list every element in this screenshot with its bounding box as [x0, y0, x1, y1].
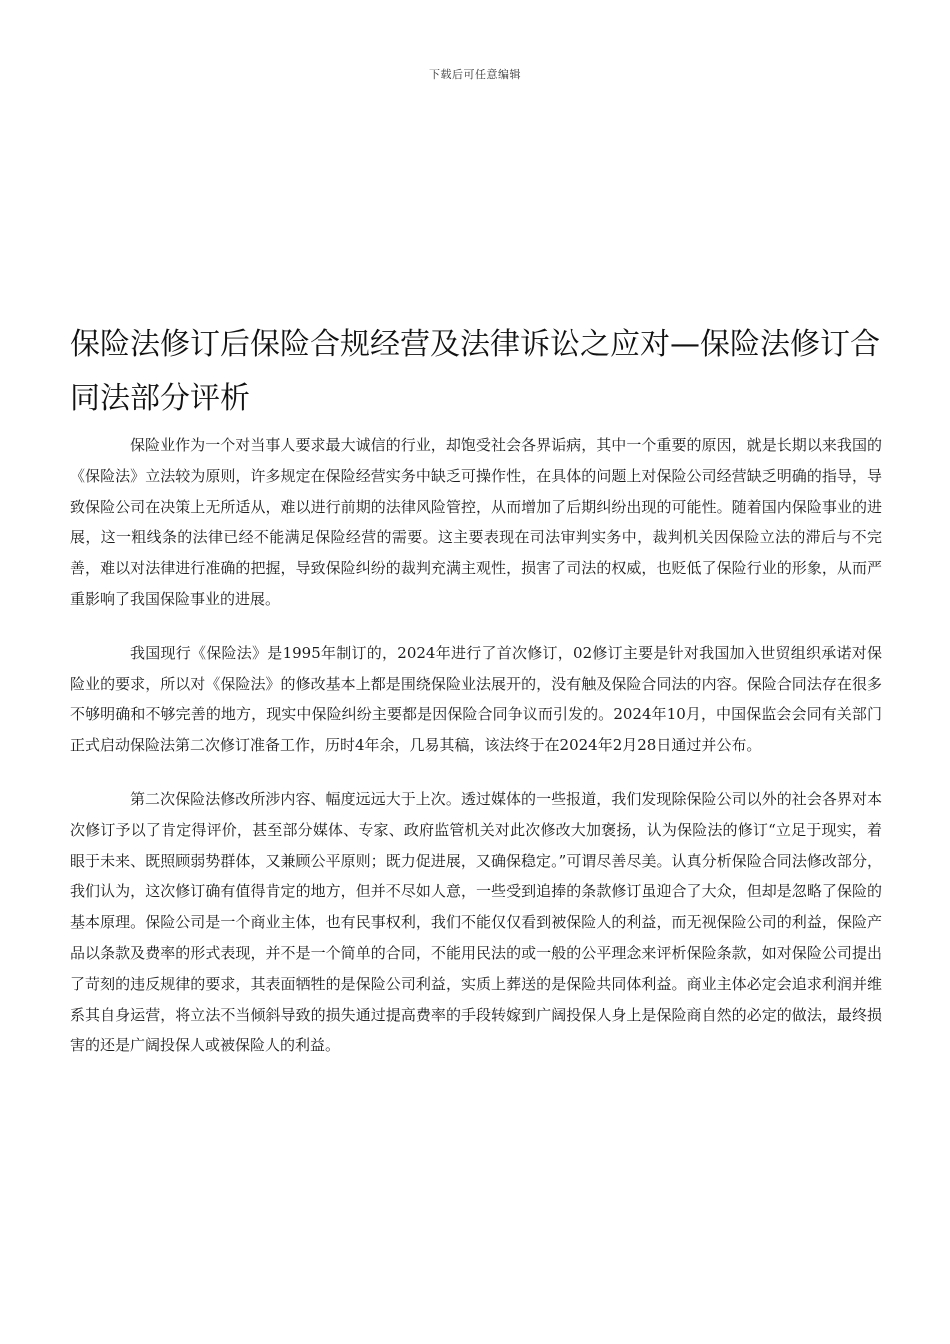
document-body [70, 430, 882, 1084]
document-title: 保险法修订后保险合规经营及法律诉讼之应对—保险法修订合同法部分评析 [70, 327, 880, 416]
paragraph-3: 第二次保险法修改所涉内容、幅度远远大于上次。透过媒体的一些报道，我们发现除保险公司以外的社会各界对本次修订予以了肯定得评价，甚至部分媒体、专家、政府监管机关对此次修改大加褒扬，认为保险法的修订“立足于现实，着眼于未来、既照顾弱势群体，又兼顾公平原则；既力促进展，又确保稳定。”可谓尽善尽美。认真分析保险合同法修改部分，我们认为，这次修订确有值得肯定的地方，但并不尽如人意，一些受到追捧的条款修订虽迎合了大众，但却是忽略了保险的基本原理。保险公司是一个商业主体，也有民事权利，我们不能仅仅看到被保险人的利益，而无视保险公司的利益，保险产品以条款及费率的形式表现，并不是一个简单的合同，不能用民法的或一般的公平理念来评析保险条款，如对保险公司提出了苛刻的违反规律的要求，其表面牺牲的是保险公司利益，实质上葬送的是保险共同体利益。商业主体必定会追求利润并维系其自身运营，将立法不当倾斜导致的损失通过提高费率的手段转嫁到广阔投保人身上是保险商自然的必定的做法，最终损害的还是广阔投保人或被保险人的利益。 [70, 789, 882, 1055]
header-note: 下载后可任意编辑 [429, 68, 521, 81]
paragraph-2: 我国现行《保险法》是1995年制订的，2024年进行了首次修订，02修订主要是针对我国加入世贸组织承诺对保险业的要求，所以对《保险法》的修改基本上都是围绕保险业法展开的，没有触及保险合同法的内容。保险合同法存在很多不够明确和不够完善的地方，现实中保险纠纷主要都是因保险合同争议而引发的。2024年10月，中国保监会会同有关部门正式启动保险法第二次修订准备工作，历时4年余，几易其稿，该法终于在2024年2月28日通过并公布。 [70, 643, 882, 755]
paragraph-1: 保险业作为一个对当事人要求最大诚信的行业，却饱受社会各界诟病，其中一个重要的原因，就是长期以来我国的《保险法》立法较为原则，许多规定在保险经营实务中缺乏可操作性，在具体的问题上对保险公司经营缺乏明确的指导，导致保险公司在决策上无所适从，难以进行前期的法律风险管控，从而增加了后期纠纷出现的可能性。随着国内保险事业的进展，这一粗线条的法律已经不能满足保险经营的需要。这主要表现在司法审判实务中，裁判机关因保险立法的滞后与不完善，难以对法律进行准确的把握，导致保险纠纷的裁判充满主观性，损害了司法的权威，也贬低了保险行业的形象，从而严重影响了我国保险事业的进展。 [70, 436, 882, 608]
